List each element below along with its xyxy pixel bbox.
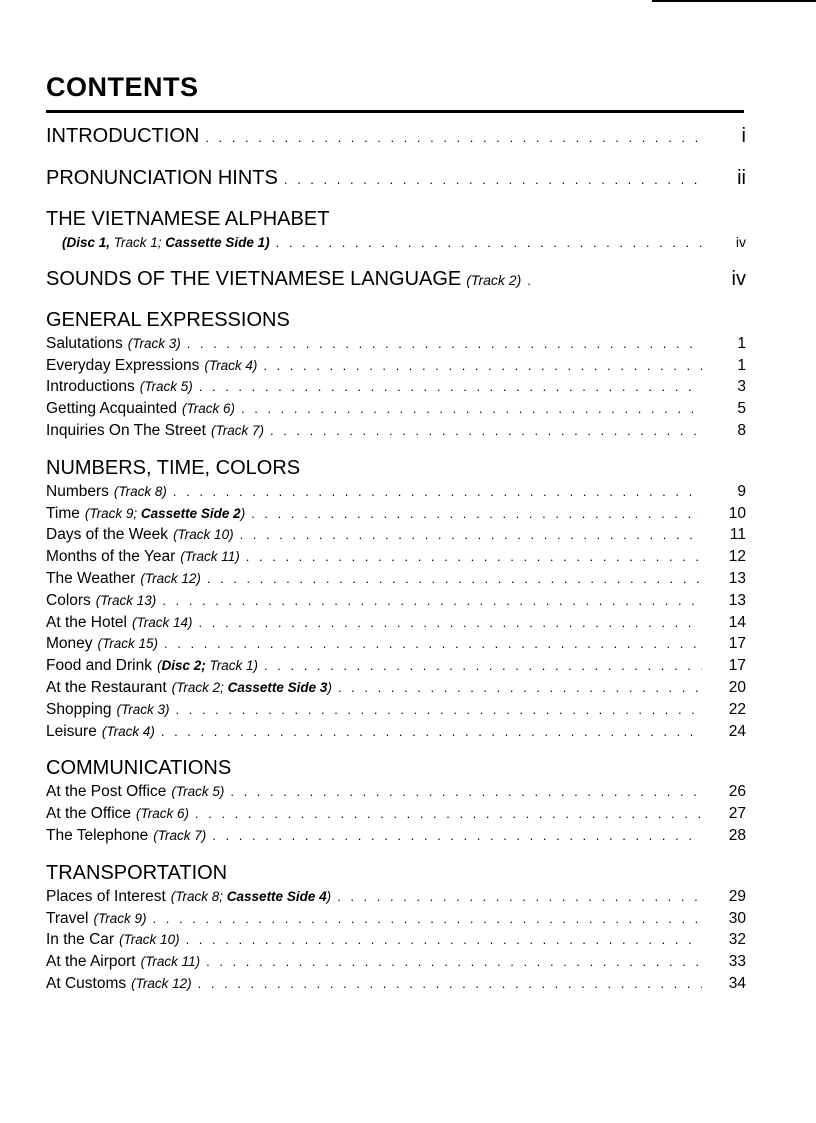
entry-label: At the Hotel bbox=[46, 613, 127, 631]
entry-label: At Customs bbox=[46, 974, 127, 992]
entry-label: In the Car bbox=[46, 931, 115, 949]
entry-label: Shopping bbox=[46, 700, 112, 718]
toc-entry-vietnamese-alphabet[interactable]: THE VIETNAMESE ALPHABET bbox=[46, 208, 330, 230]
page-number: 1 bbox=[737, 356, 746, 374]
dot-leader bbox=[240, 524, 702, 546]
page-number: 10 bbox=[728, 504, 746, 522]
entry-label: At the Post Office bbox=[46, 783, 167, 801]
toc-entry-sounds[interactable] bbox=[46, 266, 746, 294]
track-info: (Track 12) bbox=[140, 570, 201, 586]
entry-label: The Telephone bbox=[46, 826, 149, 844]
page-number: 8 bbox=[737, 421, 746, 439]
toc-entry[interactable] bbox=[46, 886, 746, 908]
page-number: iv bbox=[731, 267, 746, 290]
page-number: 32 bbox=[728, 931, 746, 949]
track-info: (Disc 1, Track 1; Cassette Side 1) bbox=[62, 235, 270, 250]
dot-leader bbox=[263, 355, 702, 377]
toc-entry[interactable] bbox=[46, 677, 746, 699]
track-info: (Disc 2; Track 1) bbox=[156, 658, 259, 674]
entry-label: At the Restaurant bbox=[46, 678, 167, 696]
dot-leader bbox=[205, 125, 702, 151]
toc-entry[interactable] bbox=[46, 568, 746, 590]
page-number: 5 bbox=[737, 400, 746, 418]
entry-label: Leisure bbox=[46, 722, 97, 740]
corner-rule bbox=[652, 0, 816, 2]
dot-leader bbox=[284, 167, 702, 193]
track-info: (Track 2) bbox=[466, 271, 522, 288]
dot-leader bbox=[337, 886, 702, 908]
toc-entry[interactable] bbox=[46, 546, 746, 568]
track-info: (Track 6) bbox=[182, 401, 235, 417]
page-number: 30 bbox=[728, 909, 746, 927]
track-info: (Track 2; Cassette Side 3) bbox=[171, 679, 332, 695]
entry-label: INTRODUCTION bbox=[46, 125, 200, 147]
entry-label: Introductions bbox=[46, 378, 135, 396]
track-info: (Track 10) bbox=[119, 932, 180, 948]
toc-entry[interactable] bbox=[46, 398, 746, 420]
toc-entry[interactable] bbox=[46, 376, 746, 398]
dot-leader bbox=[527, 268, 541, 294]
dot-leader bbox=[241, 398, 702, 420]
page-number: 34 bbox=[728, 974, 746, 992]
track-info: (Track 3) bbox=[127, 335, 181, 351]
page-number: 13 bbox=[728, 569, 746, 587]
toc-entry[interactable] bbox=[46, 825, 746, 847]
toc-entry[interactable] bbox=[46, 908, 746, 930]
track-info: (Track 7) bbox=[210, 422, 264, 438]
track-info: (Track 7) bbox=[153, 827, 207, 843]
toc-entry[interactable] bbox=[46, 929, 746, 951]
page-number: 17 bbox=[728, 635, 746, 653]
dot-leader bbox=[164, 633, 702, 655]
page-number: 17 bbox=[728, 657, 746, 675]
dot-leader bbox=[199, 376, 702, 398]
entry-label: Months of the Year bbox=[46, 548, 176, 566]
track-info: (Track 8) bbox=[113, 483, 167, 499]
track-info: (Track 9) bbox=[93, 910, 147, 926]
toc-entry[interactable] bbox=[46, 951, 746, 973]
track-info: (Track 4) bbox=[204, 357, 258, 373]
entry-label: Money bbox=[46, 635, 93, 653]
page-number: iv bbox=[735, 234, 746, 250]
track-info: (Track 10) bbox=[173, 527, 234, 543]
title-rule bbox=[46, 110, 744, 113]
dot-leader bbox=[206, 951, 702, 973]
track-info: (Track 3) bbox=[116, 701, 170, 717]
entry-label: Salutations bbox=[46, 334, 123, 352]
page-number: 28 bbox=[728, 826, 746, 844]
entry-label: Everyday Expressions bbox=[46, 356, 200, 374]
toc-entry[interactable] bbox=[46, 590, 746, 612]
dot-leader bbox=[251, 503, 702, 525]
page-number: 9 bbox=[737, 482, 746, 500]
track-info: (Track 9; Cassette Side 2) bbox=[84, 505, 246, 521]
dot-leader bbox=[153, 908, 703, 930]
entry-label: SOUNDS OF THE VIETNAMESE LANGUAGE bbox=[46, 267, 462, 290]
dot-leader bbox=[173, 481, 702, 503]
section-heading: NUMBERS, TIME, COLORS bbox=[46, 456, 301, 479]
entry-label: Getting Acquainted bbox=[46, 400, 177, 418]
dot-leader bbox=[199, 612, 702, 634]
track-info: (Track 12) bbox=[131, 975, 192, 991]
contents-page bbox=[46, 72, 746, 995]
page-number: 29 bbox=[728, 887, 746, 905]
page-number: 20 bbox=[728, 678, 746, 696]
page-number: 3 bbox=[737, 378, 746, 396]
toc-entry[interactable] bbox=[46, 721, 746, 743]
toc-entry[interactable] bbox=[46, 333, 746, 355]
entry-label: Numbers bbox=[46, 482, 109, 500]
section-heading: GENERAL EXPRESSIONS bbox=[46, 308, 290, 331]
entry-label: At the Office bbox=[46, 805, 132, 823]
dot-leader bbox=[162, 590, 702, 612]
page-number: 13 bbox=[728, 591, 746, 609]
toc-entry[interactable] bbox=[46, 973, 746, 995]
entry-label: Places of Interest bbox=[46, 887, 166, 905]
dot-leader bbox=[264, 655, 702, 677]
track-info: (Track 4) bbox=[101, 723, 155, 739]
dot-leader bbox=[195, 803, 702, 825]
entry-label: Travel bbox=[46, 909, 89, 927]
entry-label: Inquiries On The Street bbox=[46, 421, 206, 439]
track-info: (Track 6) bbox=[136, 806, 190, 822]
toc-entry-introduction[interactable] bbox=[46, 123, 746, 151]
track-info: (Track 15) bbox=[97, 636, 159, 652]
track-info: (Track 5) bbox=[171, 784, 225, 800]
toc-entry[interactable] bbox=[46, 699, 746, 721]
entry-label: Colors bbox=[46, 591, 91, 609]
toc-entry[interactable] bbox=[46, 633, 746, 655]
track-info: (Track 11) bbox=[180, 549, 240, 565]
toc-entry[interactable] bbox=[46, 481, 746, 503]
dot-leader bbox=[246, 546, 702, 568]
toc-entry-pronunciation-hints[interactable] bbox=[46, 165, 746, 193]
entry-label: At the Airport bbox=[46, 953, 136, 971]
page-number: 1 bbox=[737, 334, 746, 352]
dot-leader bbox=[276, 232, 702, 254]
track-info: (Track 11) bbox=[140, 954, 201, 970]
page-number: 11 bbox=[729, 526, 746, 544]
section-heading: TRANSPORTATION bbox=[46, 861, 228, 884]
dot-leader bbox=[270, 420, 702, 442]
dot-leader bbox=[198, 973, 702, 995]
dot-leader bbox=[187, 333, 702, 355]
page-number: 26 bbox=[728, 783, 746, 801]
entry-label: Time bbox=[46, 504, 80, 522]
page-number: 14 bbox=[728, 613, 746, 631]
entry-label: Food and Drink bbox=[46, 657, 152, 675]
entry-label: Days of the Week bbox=[46, 526, 169, 544]
dot-leader bbox=[212, 825, 702, 847]
dot-leader bbox=[161, 721, 702, 743]
page-number: 22 bbox=[728, 700, 746, 718]
toc-sections bbox=[46, 308, 746, 995]
page-title: CONTENTS bbox=[46, 72, 199, 102]
dot-leader bbox=[230, 781, 702, 803]
toc-entry[interactable] bbox=[46, 655, 746, 677]
toc-entry[interactable] bbox=[46, 524, 746, 546]
toc-entry[interactable] bbox=[46, 503, 746, 525]
page-number: 33 bbox=[728, 953, 746, 971]
dot-leader bbox=[186, 929, 702, 951]
track-info: (Track 8; Cassette Side 4) bbox=[170, 888, 332, 904]
toc-entry[interactable] bbox=[46, 355, 746, 377]
dot-leader bbox=[207, 568, 702, 590]
toc-entry[interactable] bbox=[46, 781, 746, 803]
entry-label: PRONUNCIATION HINTS bbox=[46, 167, 278, 189]
dot-leader bbox=[338, 677, 702, 699]
page-number: 12 bbox=[728, 548, 746, 566]
track-info: (Track 13) bbox=[95, 592, 157, 608]
toc-entry[interactable] bbox=[46, 803, 746, 825]
dot-leader bbox=[176, 699, 702, 721]
section-heading: COMMUNICATIONS bbox=[46, 757, 232, 780]
page-number: 24 bbox=[728, 722, 746, 740]
track-info: (Track 5) bbox=[139, 379, 193, 395]
track-info: (Track 14) bbox=[132, 614, 193, 630]
entry-label: The Weather bbox=[46, 569, 136, 587]
toc-entry[interactable] bbox=[46, 420, 746, 442]
page-number: ii bbox=[737, 167, 746, 189]
page-number: i bbox=[741, 125, 746, 147]
toc-entry[interactable] bbox=[46, 612, 746, 634]
page-number: 27 bbox=[728, 805, 746, 823]
alphabet-track-row[interactable] bbox=[62, 232, 746, 254]
